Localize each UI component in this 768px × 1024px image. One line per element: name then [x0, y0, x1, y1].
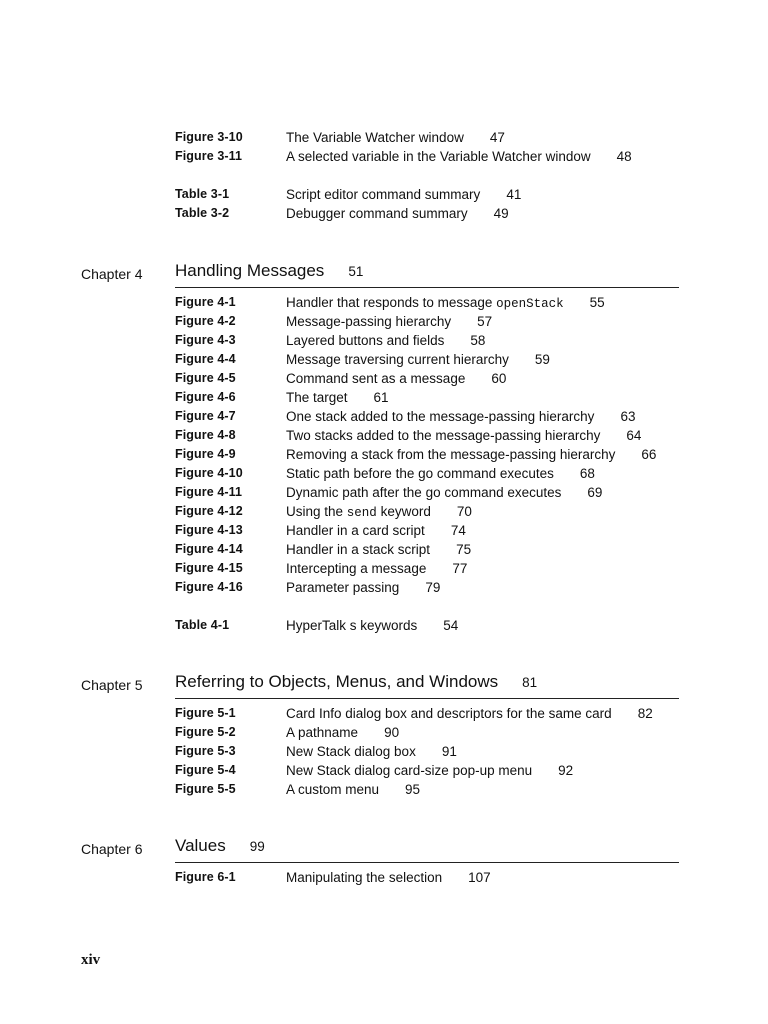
figure-title: [286, 761, 573, 780]
figure-title: [286, 369, 506, 388]
figure-label: Figure 4-7: [175, 409, 236, 423]
chapter-title-text: Referring to Objects, Menus, and Windows: [175, 672, 499, 691]
page-reference: 57: [477, 314, 493, 329]
table-label: Table 3-2: [175, 206, 230, 220]
figure-title: [286, 147, 632, 166]
page-reference: 70: [456, 504, 472, 519]
figure-title: [286, 407, 635, 426]
page-reference: 60: [491, 371, 507, 386]
page-reference: 63: [620, 409, 636, 424]
figure-title: [286, 388, 389, 407]
title-text: Removing a stack from the message-passing hierarchy: [286, 447, 616, 462]
title-text: The target: [286, 390, 348, 405]
page-reference: 49: [493, 206, 509, 221]
page-reference: 91: [441, 744, 457, 759]
figure-label: Figure 4-1: [175, 295, 236, 309]
page-reference: 77: [452, 561, 468, 576]
code-keyword: openStack: [496, 297, 564, 311]
page-reference: 64: [626, 428, 642, 443]
figure-label: Figure 4-16: [175, 580, 243, 594]
title-text: Two stacks added to the message-passing hierarchy: [286, 428, 601, 443]
title-text: Using the: [286, 504, 347, 519]
title-text: Handler in a card script: [286, 523, 425, 538]
figure-title: [286, 723, 399, 742]
chapter-title: [175, 672, 537, 692]
figure-label: Figure 3-11: [175, 149, 243, 163]
chapter-title-text: Handling Messages: [175, 261, 325, 280]
figure-title: [286, 331, 485, 350]
chapter-title-text: Values: [175, 836, 226, 855]
figure-label: Figure 4-9: [175, 447, 236, 461]
figure-title: [286, 445, 656, 464]
title-text: The Variable Watcher window: [286, 130, 464, 145]
figure-label: Figure 5-2: [175, 725, 236, 739]
chapter-label: Chapter 5: [81, 677, 143, 693]
title-text: Command sent as a message: [286, 371, 466, 386]
title-text: Layered buttons and fields: [286, 333, 445, 348]
title-text: Dynamic path after the go command executes: [286, 485, 562, 500]
figure-title: [286, 128, 505, 147]
page-reference: 82: [637, 706, 653, 721]
title-text: Script editor command summary: [286, 187, 481, 202]
title-text-continued: keyword: [376, 504, 431, 519]
title-text: Handler in a stack script: [286, 542, 431, 557]
figure-title: [286, 780, 420, 799]
figure-title: [286, 312, 492, 331]
title-text: Message-passing hierarchy: [286, 314, 452, 329]
table-title: [286, 185, 521, 204]
page-reference: 69: [587, 485, 603, 500]
title-text: Card Info dialog box and descriptors for the same card: [286, 706, 612, 721]
figure-label: Figure 4-2: [175, 314, 236, 328]
figure-label: Figure 5-3: [175, 744, 236, 758]
page-reference: 48: [616, 149, 632, 164]
figure-label: Figure 4-8: [175, 428, 236, 442]
code-keyword: send: [346, 506, 377, 520]
figure-title: [286, 426, 641, 445]
figure-title: [286, 578, 440, 597]
page-reference: 90: [384, 725, 400, 740]
figure-title: [286, 350, 550, 369]
page-reference: 92: [558, 763, 574, 778]
figure-label: Figure 5-4: [175, 763, 236, 777]
figure-label: Figure 4-15: [175, 561, 243, 575]
title-text: A custom menu: [286, 782, 380, 797]
figure-label: Figure 5-5: [175, 782, 236, 796]
title-text: New Stack dialog card-size pop-up menu: [286, 763, 533, 778]
page-reference: 74: [450, 523, 466, 538]
figure-label: Figure 4-11: [175, 485, 243, 499]
title-text: Message traversing current hierarchy: [286, 352, 509, 367]
figure-label: Figure 6-1: [175, 870, 236, 884]
title-text: A pathname: [286, 725, 359, 740]
table-label: Table 4-1: [175, 618, 230, 632]
title-text: One stack added to the message-passing hierarchy: [286, 409, 595, 424]
title-text: New Stack dialog box: [286, 744, 416, 759]
chapter-page-number: 99: [249, 839, 265, 854]
page-reference: 68: [579, 466, 595, 481]
figure-title: [286, 293, 605, 314]
figure-label: Figure 4-14: [175, 542, 243, 556]
title-text: A selected variable in the Variable Watcher window: [286, 149, 591, 164]
figure-title: [286, 502, 472, 523]
page-reference: 59: [534, 352, 550, 367]
page-reference: 75: [456, 542, 472, 557]
figure-label: Figure 4-6: [175, 390, 236, 404]
title-text: HyperTalk s keywords: [286, 618, 418, 633]
chapter-page-number: 51: [348, 264, 364, 279]
page-reference: 54: [443, 618, 459, 633]
figure-title: [286, 464, 595, 483]
page-reference: 55: [589, 295, 605, 310]
page-number: xiv: [81, 952, 101, 968]
page-reference: 41: [506, 187, 522, 202]
chapter-divider: [175, 287, 679, 288]
page-reference: 95: [405, 782, 421, 797]
figure-label: Figure 4-3: [175, 333, 236, 347]
table-label: Table 3-1: [175, 187, 230, 201]
title-text: Parameter passing: [286, 580, 400, 595]
chapter-page-number: 81: [522, 675, 538, 690]
page-reference: 107: [468, 870, 491, 885]
chapter-divider: [175, 698, 679, 699]
figure-label: Figure 4-10: [175, 466, 243, 480]
page-reference: 66: [641, 447, 657, 462]
title-text: Static path before the go command executes: [286, 466, 554, 481]
title-text: Intercepting a message: [286, 561, 427, 576]
page-reference: 58: [470, 333, 486, 348]
page-reference: 47: [489, 130, 505, 145]
figure-label: Figure 4-5: [175, 371, 236, 385]
title-text: Manipulating the selection: [286, 870, 443, 885]
figure-title: [286, 704, 653, 723]
table-title: [286, 616, 458, 635]
table-title: [286, 204, 509, 223]
chapter-label: Chapter 4: [81, 266, 143, 282]
figure-title: [286, 868, 491, 887]
figure-title: [286, 540, 471, 559]
page-reference: 61: [373, 390, 389, 405]
chapter-label: Chapter 6: [81, 841, 143, 857]
figure-title: [286, 483, 602, 502]
chapter-title: [175, 261, 363, 281]
figure-title: [286, 559, 467, 578]
figure-label: Figure 4-4: [175, 352, 236, 366]
chapter-divider: [175, 862, 679, 863]
title-text: Debugger command summary: [286, 206, 468, 221]
page-reference: 79: [425, 580, 441, 595]
title-text: Handler that responds to message: [286, 295, 497, 310]
figure-label: Figure 3-10: [175, 130, 243, 144]
figure-title: [286, 742, 457, 761]
figure-label: Figure 4-13: [175, 523, 243, 537]
chapter-title: [175, 836, 265, 856]
figure-title: [286, 521, 466, 540]
figure-label: Figure 5-1: [175, 706, 236, 720]
figure-label: Figure 4-12: [175, 504, 243, 518]
